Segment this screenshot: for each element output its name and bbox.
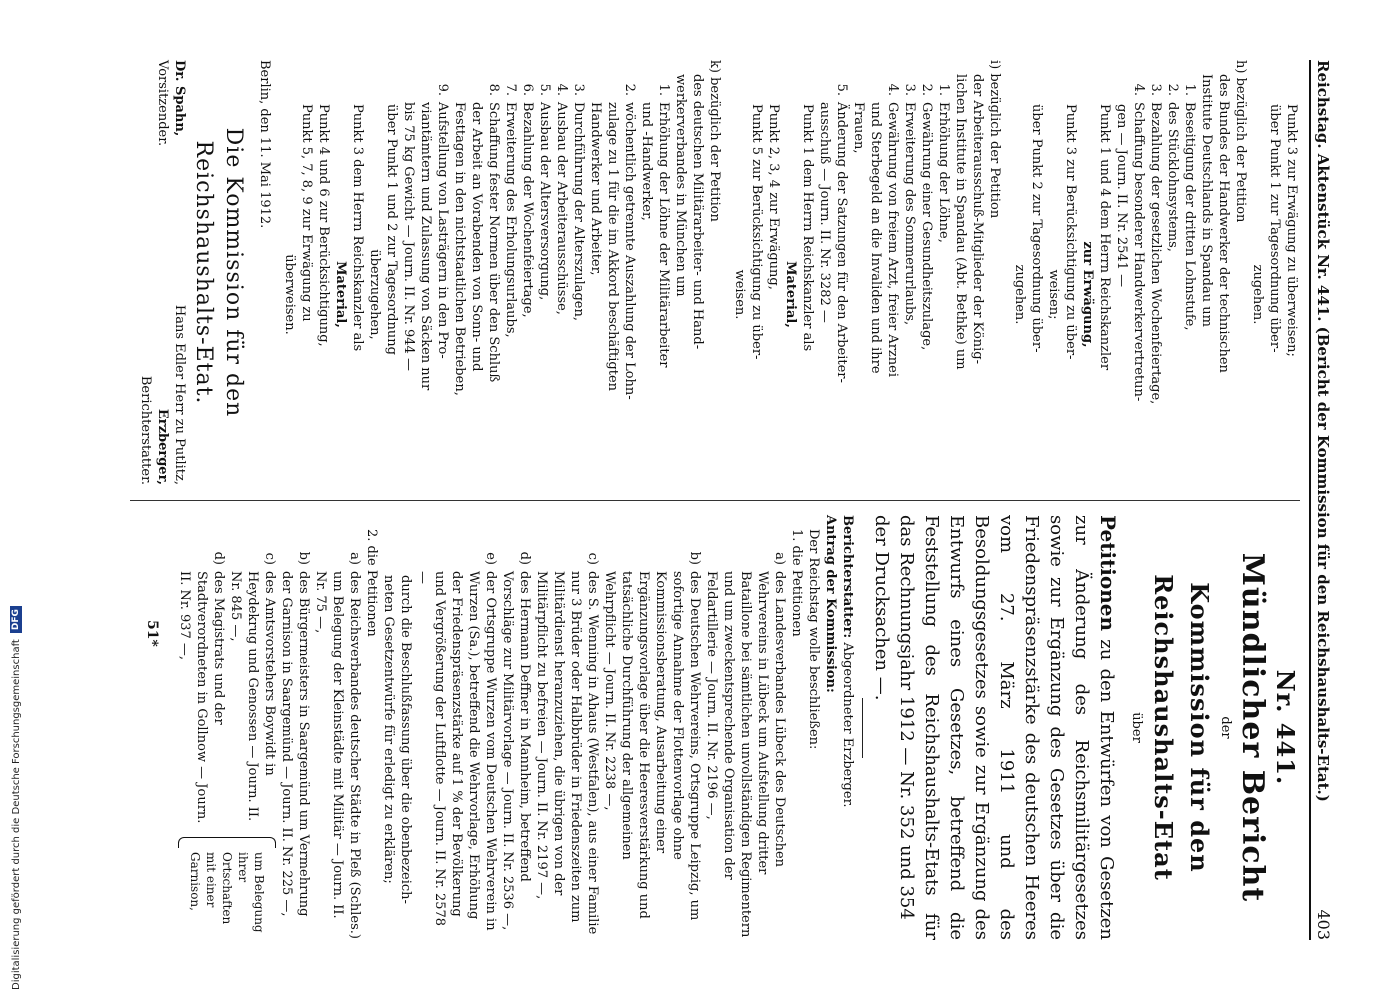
lead-petitionen: Petitionen: [1096, 515, 1120, 632]
text-line: zugehen.: [1250, 264, 1265, 325]
list-item: bis 75 kg Gewicht — Journ. II. Nr. 944 —: [401, 102, 416, 371]
list-item: 2. des Stücklohnsystems,: [1165, 83, 1180, 252]
word-ueber: über: [1129, 712, 1144, 743]
text-line: weisen.: [732, 269, 747, 320]
list-item: Frauen,: [851, 102, 866, 154]
list-item: zulage zu 1 für die im Akkord beschäftigten: [605, 102, 620, 392]
lead-text: zu den Entwürfen von Gesetzen zur Änderung des Reichsmilitärgesetzes sowie zur Ergänzung des Gesetzes über die Friedenspräsenzstärke des deutschen Heeres vom 27. März 1911 und des Besoldungsgesetzes sowie zur Ergänzung des Entwurfs eines Gesetzes, betreffend die Feststellung des Reichshaushalts-Etats für das Rechnungsjahr 1912 — Nr. 352 und 354: [896, 515, 1117, 940]
list-item: 3. Durchführung der Alterszulagen,: [571, 83, 586, 321]
report-subject: [894, 515, 1120, 940]
bracket-note: um Belegung ihrer Ortschaften mit einer Garnison,: [188, 852, 266, 933]
page-number: 403: [1314, 909, 1333, 940]
brace: [178, 837, 276, 848]
list-item: 1. Beseitigung der dritten Lohnstufe,: [1182, 83, 1197, 331]
section-h-head: h) bezüglich der Petition: [1233, 60, 1248, 223]
signature-reporter-role: Berichterstatter.: [138, 375, 153, 485]
i-tail: [731, 60, 816, 485]
text-line: überweisen.: [282, 254, 297, 335]
word-der: der: [1218, 716, 1233, 739]
point-1-list: [414, 515, 788, 940]
text-line: gen — Journ. II. Nr. 2541 —: [1114, 104, 1129, 288]
reporter-line: [839, 515, 856, 940]
reporter-name: Abgeordneter Erzberger.: [840, 642, 855, 808]
text-line: Punkt 2, 3, 4 zur Erwägung,: [766, 104, 781, 290]
list-item: und -Handwerker,: [639, 102, 654, 221]
list-item: a) des Landesverbandes Lübeck des Deutschen Wehrvereins in Lübeck um Aufstellung dritter Bataillone bei sämtlichen unvollständigen Regimentern und um zweckentsprechende Organisation der Feldartillerie — Journ. II. Nr. 2196 —,: [704, 552, 787, 938]
list-item: Festtagen in den nichtstaatlichen Betrieben,: [452, 102, 467, 396]
running-head: [1309, 60, 1340, 940]
list-item: 9. Aufstellung von Lasträgern in den Pro-: [435, 83, 450, 359]
signature-mark: 51*: [144, 620, 160, 647]
list-item: 2. Gewährung einer Gesundheitszulage,: [919, 83, 934, 351]
text-line: über Punkt 1 zur Tagesordnung über-: [1267, 104, 1282, 353]
text-line: weisen;: [1046, 269, 1061, 320]
signatures: [137, 60, 188, 485]
text-line: zur Erwägung,: [1080, 241, 1095, 348]
point-2-list: [176, 515, 363, 940]
motion-intro: Der Reichstag wolle beschließen:: [806, 529, 821, 750]
k-tail: [281, 60, 400, 485]
left-column: [137, 60, 1300, 485]
i-list: [816, 60, 952, 485]
bracketed-group: [176, 543, 278, 940]
column-separator: [130, 500, 1300, 501]
text-line: werkerverbandes in München um: [673, 74, 688, 297]
short-rule: [862, 698, 863, 758]
section-k-head: k) bezüglich der Petition: [707, 60, 722, 222]
list-item: 3. Erweiterung des Sommerurlaubs,: [902, 83, 917, 326]
signature-reporter-2: Erzberger,: [155, 408, 170, 485]
text-line: lichen Institute in Spandau (Abt. Bethke) um: [953, 74, 968, 370]
signature-chair-role: Vorsitzender.: [155, 60, 170, 147]
list-item: 5. Änderung der Satzungen für den Arbeiter-: [834, 83, 849, 383]
text-line: Punkt 3 zur Erwägung zu überweisen;: [1284, 104, 1299, 357]
h-list: [1130, 60, 1198, 485]
point-1: 1. die Petitionen: [789, 529, 804, 637]
report-commission: Kommission für den Reichshaushalts-Etat: [1149, 574, 1214, 881]
text-line: Material,: [333, 261, 348, 328]
list-item: b) des Bürgermeisters in Saargemünd um Vermehrung der Garnison in Saargemünd — Journ. II. Nr. 225 —,: [279, 551, 311, 917]
list-item: und Sterbegeld an die Invaliden und ihre: [868, 102, 883, 374]
list-item: der Arbeit an Vorabenden von Sonn- und: [469, 102, 484, 372]
list-item: c) des Amtsvorstehers Boywidt in Heydekrug und Genossen — Journ. II. Nr. 845 —,: [228, 552, 277, 822]
list-item: c) des S. Wenning in Ahaus (Westfalen), aus einer Familie nur 3 Brüder oder Halbbrüder in Friedenszeiten zum Militärdienst heranzuziehen, die übrigen von der Militärpflicht zu befreien — Journ. II. Nr. 2197 —,: [534, 552, 600, 935]
text-line: der Arbeiterausschuß-Mitglieder der König-: [970, 74, 985, 365]
list-item: 1. Erhöhung der Löhne der Militärarbeiter: [656, 83, 671, 368]
text-line: Punkt 3 dem Herrn Reichskanzler als: [350, 104, 365, 352]
signature-chair: Dr. Spahn,: [172, 60, 187, 137]
document-number: Nr. 441.: [1271, 669, 1300, 786]
list-item: 1. Erhöhung der Löhne,: [936, 83, 951, 243]
list-item: e) der Ortsgruppe Wurzen vom Deutschen Wehrverein in Wurzen (Sa.), betreffend die Wehrvorlage, Erhöhung der Friedenspräsenzstärke auf 1 % der Bevölkerung und Vergrößerung der Luftflotte — Journ. II. Nr. 2578 —: [415, 552, 498, 931]
k-list: [400, 60, 672, 485]
text-line: des Bundes der Handwerker der technischen: [1216, 74, 1231, 373]
list-item: d) des Magistrats und der Stadtverordneten in Gollnow — Journ. II. Nr. 937 —,: [177, 551, 226, 824]
text-line: Punkt 5 zur Berücksichtigung zu über-: [749, 104, 764, 360]
list-item: 3. Bezahlung der gesetzlichen Wochenfeiertage,: [1148, 83, 1163, 405]
list-item: d) des Hermann Deffner in Mannheim, betreffend Vorschläge zur Militärvorlage — Journ. II. Nr. 2536 —,: [500, 551, 532, 931]
list-item: 6. Bezahlung der Wochenfeiertage,: [520, 83, 535, 318]
right-column: [176, 515, 1300, 940]
lead-end: der Drucksachen —.: [871, 515, 892, 701]
date-line: Berlin, den 11. Mai 1912.: [257, 60, 272, 229]
list-item: 4. Gewährung von freiem Arzt, freier Arznei: [885, 83, 900, 377]
list-item: 4. Schaffung besonderer Handwerkervertretun-: [1131, 83, 1146, 402]
text-line: des deutschen Militärarbeiter- und Hand-: [690, 74, 705, 350]
text-line: Punkt 5, 7, 8, 9 zur Erwägung zu: [299, 104, 314, 322]
section-i-head: i) bezüglich der Petition: [987, 60, 1002, 219]
text-line: Punkt 4 und 6 zur Berücksichtigung,: [316, 104, 331, 347]
h-tail: [1011, 60, 1130, 485]
list-item: 7. Erweiterung des Erholungsurlaubs,: [503, 83, 518, 338]
list-item: 4. Ausbau der Arbeiterausschüsse,: [554, 83, 569, 315]
motion-title: Antrag der Kommission:: [823, 515, 838, 693]
credit-text: Digitalisierung gefördert durch die Deutsche Forschungsgemeinschaft: [10, 639, 22, 990]
point-1-tail: [380, 515, 414, 940]
report-title: Mündlicher Bericht: [1235, 552, 1270, 903]
text-line: neten Gesetzentwürfe für erledigt zu erklären;: [381, 575, 396, 884]
list-item: viantämtern und Zulassung von Säcken nur: [418, 102, 433, 391]
running-head-text: Reichstag. Aktenstück Nr. 441. (Bericht der Kommission für den Reichshaushalts-Etat.): [1314, 60, 1332, 802]
point-2: 2. die Petitionen: [364, 529, 379, 637]
text-line: durch die Beschlußfassung über die obenbezeich-: [398, 575, 413, 904]
list-item: a) des Reichsverbandes deutscher Städte in Pleß (Schles.) um Belegung der Kleinstädte mit Militär — Journ. II. Nr. 75 —,: [313, 552, 362, 939]
commission-name: Die Kommission für den Reichshaushalts-Etat.: [191, 127, 246, 418]
signature-reporter-1: Hans Edler Herr zu Putlitz,: [172, 304, 187, 485]
lines-top: [1249, 60, 1300, 485]
text-line: überzugehen,: [367, 249, 382, 340]
text-line: über Punkt 1 und 2 zur Tagesordnung: [384, 104, 399, 355]
list-item: ausschuß — Journ. II. Nr. 3282 —: [817, 102, 832, 323]
text-line: Punkt 3 zur Berücksichtigung zu über-: [1063, 104, 1078, 360]
rotated-page-content: [90, 60, 1340, 950]
text-line: Institute Deutschlands in Spandau um: [1199, 74, 1214, 327]
reporter-label: Berichterstatter:: [840, 515, 855, 639]
dfg-logo: DFG: [10, 606, 22, 633]
text-line: Punkt 1 und 4 dem Herrn Reichskanzler: [1097, 104, 1112, 371]
list-item: 8. Schaffung fester Normen über den Schluß: [486, 83, 501, 383]
list-item: b) des Deutschen Wehrvereins, Ortsgruppe Leipzig, um sofortige Annahme der Flottenvorlage ohne Kommissionsberatung, Ausarbeitung einer Ergänzungsvorlage über die Heeresverstärkung und tatsächliche Durchführung der allgemeinen Wehrpflicht — Journ. II. Nr. 2238 —,: [602, 551, 702, 921]
text-line: über Punkt 2 zur Tagesordnung über-: [1029, 104, 1044, 353]
list-item: 2. wöchentlich getrennte Auszahlung der Lohn-: [622, 83, 637, 400]
text-line: zugehen.: [1012, 264, 1027, 325]
list-item: 5. Ausbau der Altersversorgung,: [537, 83, 552, 301]
text-line: Punkt 1 dem Herrn Reichskanzler als: [800, 104, 815, 352]
list-item: Handwerker und Arbeiter,: [588, 102, 603, 276]
text-line: Material,: [783, 261, 798, 328]
